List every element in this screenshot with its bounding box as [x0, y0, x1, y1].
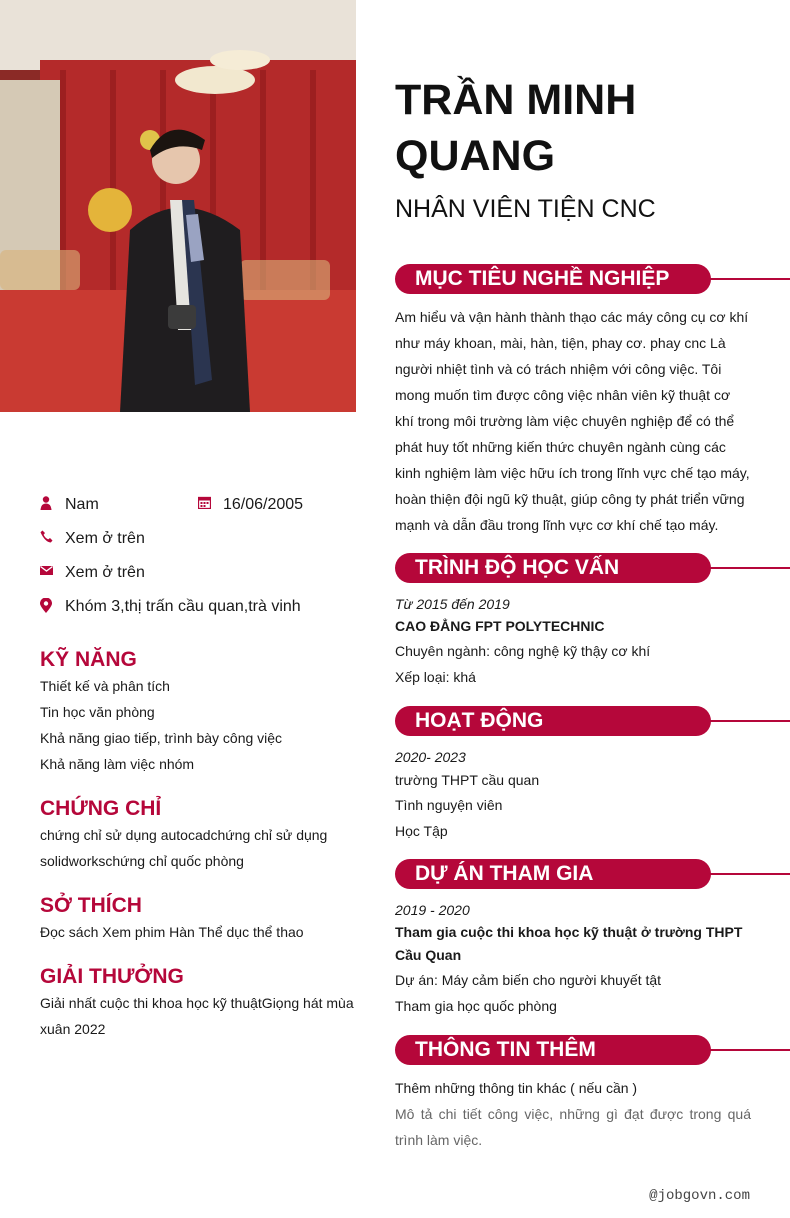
- activity-item: Tình nguyện viên: [395, 797, 503, 813]
- education-school: CAO ĐẲNG FPT POLYTECHNIC: [395, 618, 605, 634]
- education-heading: TRÌNH ĐỘ HỌC VẤN: [395, 553, 711, 583]
- address-value: Khóm 3,thị trấn cầu quan,trà vinh: [65, 598, 301, 615]
- awards-text: Giải nhất cuộc thi khoa học kỹ thuậtGiọng hát mùa xuân 2022: [40, 995, 354, 1037]
- person-icon: [40, 496, 54, 510]
- skill-item: Tin học văn phòng: [40, 704, 155, 720]
- job-title: NHÂN VIÊN TIỆN CNC: [395, 195, 656, 223]
- candidate-name: TRẦN MINH QUANG: [395, 76, 637, 180]
- objective-heading: MỤC TIÊU NGHỀ NGHIỆP: [395, 264, 711, 294]
- activities-entry: [395, 746, 751, 844]
- activities-period: 2020- 2023: [395, 749, 466, 765]
- birthdate-row: [198, 495, 303, 515]
- phone-value: Xem ở trên: [65, 530, 145, 547]
- extra-entry: [395, 1075, 751, 1153]
- projects-entry: [395, 899, 751, 1019]
- hobbies-heading: SỞ THÍCH: [40, 894, 142, 917]
- hobbies-text: Đọc sách Xem phim Hàn Thể dục thể thao: [40, 924, 304, 940]
- skills-section: [40, 647, 360, 777]
- education-entry: [395, 593, 751, 690]
- education-grade: Xếp loại: khá: [395, 669, 476, 685]
- extra-line-2: Mô tả chi tiết công việc, những gì đạt được trong quá trình làm việc.: [395, 1106, 751, 1148]
- skill-item: Khả năng giao tiếp, trình bày công việc: [40, 730, 283, 746]
- certificates-heading: CHỨNG CHỈ: [40, 797, 162, 820]
- awards-section: [40, 964, 360, 1042]
- certificates-text: chứng chỉ sử dụng autocadchứng chỉ sử dụng solidworkschứng chỉ quốc phòng: [40, 827, 328, 869]
- mail-icon: [40, 564, 54, 578]
- objective-text: Am hiểu và vận hành thành thạo các máy công cụ cơ khí như máy khoan, mài, hàn, tiện, phay cơ. phay cnc Là người nhiệt tình và có trách nhiệm với công việc. Tôi mong muốn tìm được công việc nhân viên kỹ thuật cơ khí trong môi trường làm việc chuyên nghiệp để có thể phát huy tốt những kiến thức chuyên ngành cùng các kinh nghiệm làm việc hữu ích trong lĩnh vực chế tạo máy, hoàn thiện đội ngũ kỹ thuật, giúp công ty phát triển vững mạnh và dẫn đầu trong lĩnh vực cơ khí chế tạo máy.: [395, 309, 750, 533]
- gender-value: Nam: [65, 496, 99, 513]
- education-period: Từ 2015 đến 2019: [395, 596, 510, 612]
- gender-row: [40, 495, 99, 515]
- email-value: Xem ở trên: [65, 564, 145, 581]
- awards-heading: GIẢI THƯỞNG: [40, 965, 184, 988]
- skill-item: Thiết kế và phân tích: [40, 678, 170, 694]
- projects-period: 2019 - 2020: [395, 902, 470, 918]
- email-row: [40, 563, 145, 583]
- extra-heading: THÔNG TIN THÊM: [395, 1035, 711, 1065]
- project-item: Dự án: Máy cảm biến cho người khuyết tật: [395, 972, 662, 988]
- projects-title: Tham gia cuộc thi khoa học kỹ thuật ở trường THPT Cầu Quan: [395, 924, 743, 963]
- skills-heading: KỸ NĂNG: [40, 648, 137, 671]
- skill-item: Khả năng làm việc nhóm: [40, 756, 195, 772]
- address-row: [40, 597, 301, 617]
- calendar-icon: [198, 496, 212, 510]
- watermark: @jobgovn.com: [649, 1188, 750, 1204]
- activities-heading: HOẠT ĐỘNG: [395, 706, 711, 736]
- certificates-section: [40, 796, 360, 874]
- activity-item: trường THPT cầu quan: [395, 772, 540, 788]
- birthdate-value: 16/06/2005: [223, 496, 304, 513]
- location-pin-icon: [40, 598, 54, 612]
- objective-banner: [395, 264, 790, 294]
- extra-line-1: Thêm những thông tin khác ( nếu cần ): [395, 1080, 638, 1096]
- phone-icon: [40, 530, 54, 544]
- education-major: Chuyên ngành: công nghệ kỹ thậy cơ khí: [395, 643, 651, 659]
- education-banner: [395, 553, 790, 583]
- extra-banner: [395, 1035, 790, 1065]
- hobbies-section: [40, 893, 360, 945]
- projects-heading: DỰ ÁN THAM GIA: [395, 859, 711, 889]
- activities-banner: [395, 706, 790, 736]
- project-item: Tham gia học quốc phòng: [395, 998, 557, 1014]
- projects-banner: [395, 859, 790, 889]
- profile-photo: [0, 0, 356, 412]
- activity-item: Học Tập: [395, 823, 448, 839]
- phone-row: [40, 529, 145, 549]
